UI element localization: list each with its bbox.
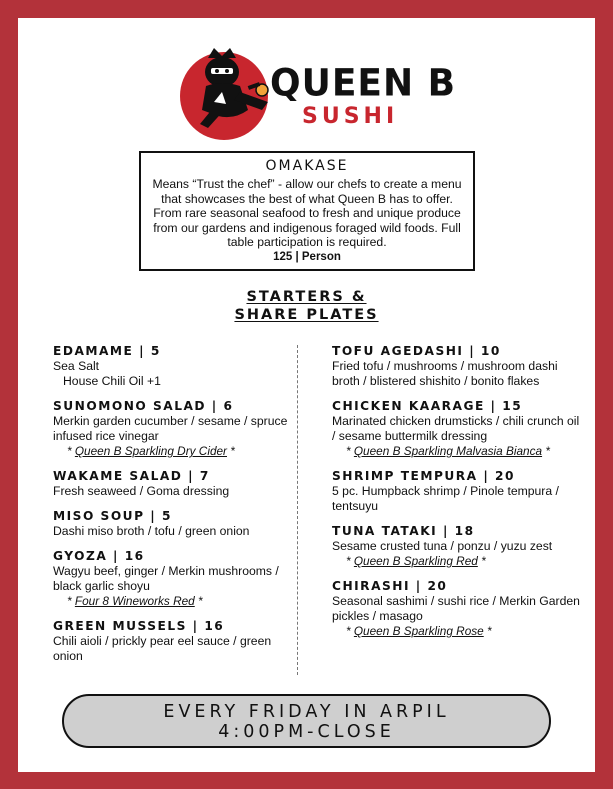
menu-item-edamame xyxy=(53,343,303,389)
menu-item-chirashi xyxy=(332,578,582,639)
menu-column-left xyxy=(53,343,303,673)
item-pairing: * Queen B Sparkling Rose * xyxy=(346,624,492,638)
item-description: Sesame crusted tuna / ponzu / yuzu zest xyxy=(332,539,553,553)
pairing-name: Four 8 Wineworks Red xyxy=(74,594,195,608)
item-name: CHICKEN KAARAGE | 15 xyxy=(332,399,523,413)
menu-item-shrimp-tempura xyxy=(332,468,582,514)
item-pairing: * Four 8 Wineworks Red * xyxy=(67,594,203,608)
item-name: CHIRASHI | 20 xyxy=(332,579,448,593)
item-name: WAKAME SALAD | 7 xyxy=(53,469,210,483)
item-name: SUNOMONO SALAD | 6 xyxy=(53,399,234,413)
item-description: Wagyu beef, ginger / Merkin mushrooms / black garlic shoyu xyxy=(53,564,279,593)
item-pairing: * Queen B Sparkling Dry Cider * xyxy=(67,444,235,458)
menu-item-mussels xyxy=(53,618,303,664)
menu-item-tuna-tataki xyxy=(332,523,582,569)
pairing-name: Queen B Sparkling Red xyxy=(353,554,478,568)
item-pairing: * Queen B Sparkling Malvasia Bianca * xyxy=(346,444,550,458)
brand-name: QUEEN B xyxy=(270,61,457,105)
menu-item-gyoza xyxy=(53,548,303,609)
item-name: EDAMAME | 5 xyxy=(53,344,161,358)
section-title-line2: SHARE PLATES xyxy=(234,307,379,323)
column-divider xyxy=(297,345,298,675)
item-name: GYOZA | 16 xyxy=(53,549,145,563)
item-name: TOFU AGEDASHI | 10 xyxy=(332,344,501,358)
item-description: Marinated chicken drumsticks / chili crunch oil / sesame buttermilk dressing xyxy=(332,414,580,443)
event-banner xyxy=(62,694,551,748)
section-title-line1: STARTERS & xyxy=(246,289,367,305)
omakase-description: Means “Trust the chef” - allow our chefs to create a menu that showcases the best of what Queen B has to offer. From rare seasonal seafood to fresh and unique produce from our gardens and indigenous foraged wild foods. Full table participation is required. xyxy=(152,177,462,250)
item-description: Chili aioli / prickly pear eel sauce / green onion xyxy=(53,634,272,663)
menu-column-right xyxy=(332,343,582,648)
omakase-title: OMAKASE xyxy=(265,158,349,174)
item-name: GREEN MUSSELS | 16 xyxy=(53,619,225,633)
item-name: SHRIMP TEMPURA | 20 xyxy=(332,469,516,483)
item-name: TUNA TATAKI | 18 xyxy=(332,524,475,538)
item-name: MISO SOUP | 5 xyxy=(53,509,172,523)
brand-subtitle: SUSHI xyxy=(302,104,399,129)
item-description: Fresh seaweed / Goma dressing xyxy=(53,484,230,498)
menu-page xyxy=(18,18,595,772)
pairing-name: Queen B Sparkling Malvasia Bianca xyxy=(353,444,543,458)
pairing-name: Queen B Sparkling Dry Cider xyxy=(74,444,227,458)
menu-item-miso xyxy=(53,508,303,539)
item-pairing: * Queen B Sparkling Red * xyxy=(346,554,486,568)
item-description: 5 pc. Humpback shrimp / Pinole tempura / tentsuyu xyxy=(332,484,559,513)
section-title xyxy=(18,288,595,324)
item-description: Seasonal sashimi / sushi rice / Merkin Garden pickles / masago xyxy=(332,594,580,623)
menu-item-tofu-agedashi xyxy=(332,343,582,389)
item-description: Dashi miso broth / tofu / green onion xyxy=(53,524,250,538)
menu-item-wakame xyxy=(53,468,303,499)
item-description: Merkin garden cucumber / sesame / spruce infused rice vinegar xyxy=(53,414,288,443)
item-addon: House Chili Oil +1 xyxy=(63,374,161,388)
omakase-price: 125 | Person xyxy=(273,250,341,263)
item-description: Sea Salt xyxy=(53,359,100,373)
banner-time: 4:00PM-CLOSE xyxy=(218,722,395,742)
pairing-name: Queen B Sparkling Rose xyxy=(353,624,484,638)
menu-item-chicken-kaarage xyxy=(332,398,582,459)
banner-day: EVERY FRIDAY IN ARPIL xyxy=(163,702,450,722)
item-description: Fried tofu / mushrooms / mushroom dashi broth / blistered shishito / bonito flakes xyxy=(332,359,558,388)
omakase-box xyxy=(139,151,475,271)
menu-item-sunomono xyxy=(53,398,303,459)
